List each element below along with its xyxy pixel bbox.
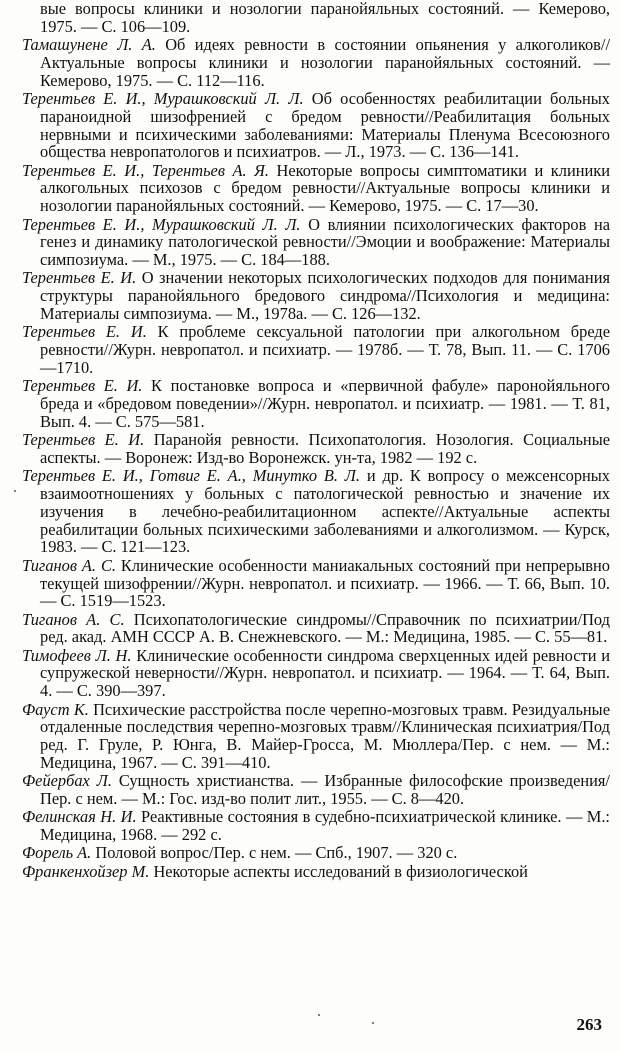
reference-entry	[22, 611, 610, 647]
reference-author: Фейербах Л.	[22, 771, 112, 791]
reference-entry	[22, 377, 610, 430]
reference-entry	[22, 844, 610, 862]
reference-text: Психические расстройства после черепно-мозговых травм. Резидуальные отдаленные последствия черепно-мозговых травм//Клиническая психиатрия/Под ред. Г. Груле, Р. Юнга, В. Майер-Гросса, М. Мюллера/Пер. с нем. — М.: Медицина, 1967. — С. 391—410.	[40, 699, 610, 772]
reference-author: Терентьев Е. И., Терентьев А. Я.	[22, 160, 269, 180]
reference-text: К проблеме сексуальной патологии при алкогольном бреде ревности//Журн. невропатол. и психиатр. — 1978б. — Т. 78, Вып. 11. — С. 1706—1710.	[40, 322, 610, 377]
bibliography-list	[22, 0, 610, 881]
reference-entry	[22, 323, 610, 376]
reference-author: Тиганов А. С.	[22, 609, 125, 629]
reference-entry	[22, 216, 610, 269]
reference-text: Клинические особенности синдрома сверхценных идей ревности и супружеской неверности//Журн. невропатол. и психиатр. — 1964. — Т. 64, Вып. 4. — С. 390—397.	[40, 645, 610, 701]
reference-entry	[22, 162, 610, 215]
scan-speck	[318, 1014, 320, 1016]
reference-author: Терентьев Е. И., Готвиг Е. А., Минутко В. Л.	[22, 466, 361, 486]
reference-entry	[22, 701, 610, 772]
reference-entry	[22, 90, 610, 161]
reference-text: Об идеях ревности в состоянии опьянения у алкоголиков//Актуальные вопросы клиники и нозологии паранойяльных состояний. — Кемерово, 1975. — С. 112—116.	[40, 35, 611, 90]
reference-entry	[22, 772, 610, 808]
reference-text: Половой вопрос/Пер. с нем. — Спб., 1907. — 320 с.	[91, 843, 458, 863]
reference-text: Некоторые аспекты исследований в физиологической	[149, 861, 528, 881]
reference-author: Форель А.	[22, 843, 92, 863]
reference-entry	[22, 647, 610, 700]
reference-entry	[22, 36, 610, 89]
reference-text: и др. К вопросу о межсенсорных взаимоотношениях у больных с патологической ревностью и значение их изучения в лечебно-реабилитационном аспекте//Актуальные аспекты реабилитации больных психическими заболеваниями и алкоголизмом. — Курск, 1983. — С. 121—123.	[40, 466, 610, 557]
reference-author: Терентьев Е. И., Мурашковский Л. Л.	[22, 214, 301, 234]
reference-entry	[22, 467, 610, 556]
reference-text: Реактивные состояния в судебно-психиатрической клинике. — М.: Медицина, 1968. — 292 с.	[40, 807, 610, 845]
reference-entry	[22, 0, 610, 36]
reference-author: Терентьев Е. И., Мурашковский Л. Л.	[22, 88, 304, 108]
reference-text: О влиянии психологических факторов на генез и динамику патологической ревности//Эмоции и воображение: Материалы симпозиума. — М., 1975. — С. 184—188.	[40, 214, 611, 270]
scan-speck	[14, 490, 16, 492]
reference-text: Сущность христианства. — Избранные философские произведения/Пер. с нем. — М.: Гос. изд-во полит лит., 1955. — С. 8—420.	[40, 771, 610, 809]
reference-author: Терентьев Е. И.	[22, 322, 147, 342]
reference-author: Тимофеев Л. Н.	[22, 645, 132, 665]
reference-author: Тамашунене Л. А.	[22, 35, 156, 55]
reference-entry	[22, 431, 610, 467]
reference-author: Фелинская Н. И.	[22, 807, 137, 827]
reference-entry	[22, 269, 610, 322]
scan-speck	[372, 1022, 374, 1024]
reference-author: Фауст К.	[22, 699, 89, 719]
reference-author: Терентьев Е. И.	[22, 376, 143, 396]
reference-author: Терентьев Е. И.	[22, 430, 145, 450]
reference-entry	[22, 808, 610, 844]
reference-text: К постановке вопроса и «первичной фабуле» паронойяльного бреда и «бредовом поведении»//Журн. невропатол. и психиатр. — 1981. — Т. 81, Вып. 4. — С. 575—581.	[40, 376, 611, 431]
reference-entry	[22, 557, 610, 610]
page-number: 263	[576, 1015, 602, 1034]
reference-author: Франкенхойзер М.	[22, 861, 150, 881]
reference-text: Об особенностях реабилитации больных параноидной шизофренией с бредом ревности//Реабилитация больных нервными и психическими заболеваниями: Материалы Пленума Всесоюзного общества невропатологов и психиатров. — Л., 1973. — С. 136—141.	[40, 88, 610, 162]
reference-entry	[22, 863, 610, 881]
reference-text: Психопатологические синдромы//Справочник по психиатрии/Под ред. акад. АМН СССР А. В. Снежневского. — М.: Медицина, 1985. — С. 55—81.	[40, 609, 610, 647]
reference-author: Тиганов А. С.	[22, 555, 116, 575]
reference-text: О значении некоторых психологических подходов для понимания структуры паранойяльного бредового синдрома//Психология и медицина: Материалы симпозиума. — М., 1978а. — С. 126—132.	[40, 268, 610, 324]
reference-text: Клинические особенности маниакальных состояний при непрерывно текущей шизофрении//Журн. невропатол. и психиатр. — 1966. — Т. 66, Вып. 10. — С. 1519—1523.	[40, 555, 610, 611]
reference-text: Некоторые вопросы симптоматики и клиники алкогольных психозов с бредом ревности//Актуальные вопросы клиники и нозологии паранойяльных состояний. — Кемерово, 1975. — С. 17—30.	[40, 160, 610, 216]
reference-text: вые вопросы клиники и нозологии паранойяльных состояний. — Кемерово, 1975. — С. 106—109.	[40, 0, 610, 36]
reference-text: Паранойя ревности. Психопатология. Нозология. Социальные аспекты. — Воронеж: Изд-во Воронежск. ун-та, 1982 — 192 с.	[40, 430, 610, 467]
reference-author: Терентьев Е. И.	[22, 268, 137, 288]
